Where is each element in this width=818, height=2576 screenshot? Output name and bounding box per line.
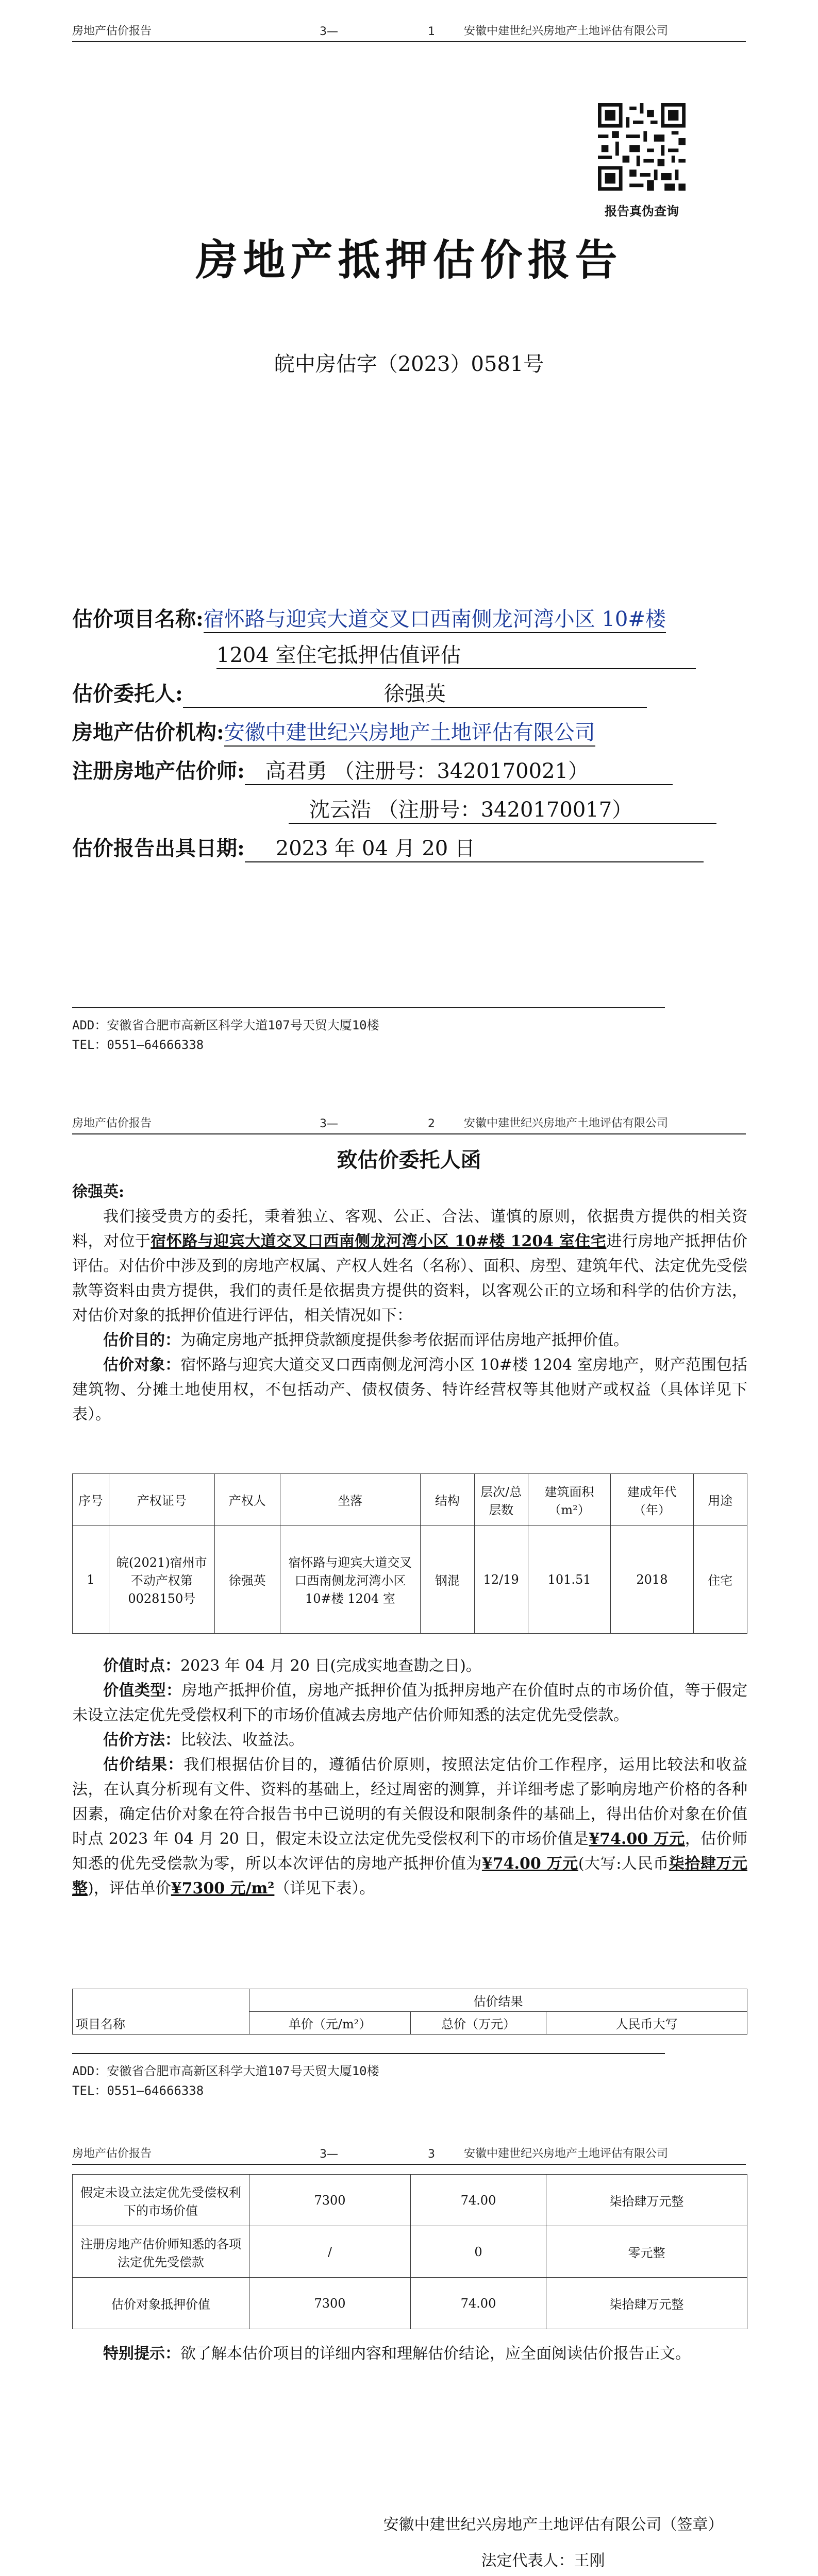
table-cell: 柒拾肆万元整 [546,2278,747,2329]
project-name-field [72,603,666,633]
result-upper-amount: 柒拾肆万元整 [72,1855,748,1897]
table-cell: 74.00 [411,2278,546,2329]
result-table [72,2174,747,2329]
result-text-b: ，估价师知悉的优先受偿款为零，所以本次评估的房地产抵押价值为 [72,1830,747,1873]
col-header: 结构 [421,1474,474,1526]
header-page-number: 3 [428,2148,435,2161]
qr-code-icon[interactable] [598,103,686,191]
table-cell: 钢混 [421,1526,474,1634]
col-header: 产权证号 [109,1474,214,1526]
result-text-d: )，评估单价 [88,1879,171,1897]
header-page-number: 2 [428,1117,435,1130]
table-cell: 零元整 [546,2226,747,2278]
letter-purpose [72,1328,747,1353]
appraiser-field [72,755,673,785]
project-name-line1: 宿怀路与迎宾大道交叉口西南侧龙河湾小区 10#楼 [204,603,666,633]
table-cell: 注册房地产估价师知悉的各项法定优先受偿款 [73,2226,249,2278]
project-name-line2: 1204 室住宅抵押估值评估 [216,639,696,669]
result-table-head [72,1989,747,2035]
header-page-number: 1 [428,25,435,38]
page-footer [72,2053,665,2100]
note-paragraph [72,2342,747,2366]
method-label: 估价方法： [103,1731,180,1749]
client-value: 徐强英 [183,677,647,708]
col-header: 产权人 [214,1474,280,1526]
table-row [73,2175,747,2226]
col-header: 估价结果 [249,1989,747,2012]
object-text: 宿怀路与迎宾大道交叉口西南侧龙河湾小区 10#楼 1204 室房地产，财产范围包括建筑物、分摊土地使用权，不包括动产、债权债务、特许经营权等其他财产或权益（具体详见下表）。 [72,1356,748,1423]
type-label: 价值类型： [103,1682,182,1700]
header-company: 安徽中建世纪兴房地产土地评估有限公司 [464,2147,669,2160]
result-text-a: 我们根据估价目的，遵循估价原则，按照法定估价工作程序，运用比较法和收益法，在认真分析现有文件、资料的基础上，经过周密的测算，并详细考虑了影响房地产价格的各种因素，确定估价对象在符合报告书中已说明的有关假设和限制条件的基础上，得出估价对象在价值时点 2023 年 04 月 20 日，假定未设立法定优先受偿权利下的市场价值是 [72,1756,748,1848]
appraiser-label: 注册房地产估价师: [72,759,245,783]
table-header-row [73,1474,747,1526]
note-text: 欲了解本估价项目的详细内容和理解估价结论，应全面阅读估价报告正文。 [180,2345,691,2363]
table-cell: 柒拾肆万元整 [546,2175,747,2226]
letter-object [72,1353,747,1427]
purpose-label: 估价目的： [103,1331,180,1349]
table-header-row [73,2012,747,2035]
header-dash: 3— [320,1117,338,1130]
header-dash: 3— [320,2148,338,2161]
result-text-c: (大写:人民币 [578,1855,669,1873]
note-label: 特别提示： [103,2345,180,2363]
table-cell: 0 [411,2226,546,2278]
time-text: 2023 年 04 月 20 日(完成实地查勘之日)。 [180,1657,481,1675]
col-header: 项目名称 [73,2012,249,2035]
table-cell: 7300 [249,2175,411,2226]
report-title: 房地产抵押估价报告 [195,235,623,285]
cover-page [0,0,818,1092]
header-title: 房地产估价报告 [72,1117,152,1130]
col-header: 总价（万元） [411,2012,546,2035]
table-cell: 假定未设立法定优先受偿权利下的市场价值 [73,2175,249,2226]
table-cell: / [249,2226,411,2278]
table-cell: 皖(2021)宿州市不动产权第0028150号 [109,1526,214,1634]
result-label: 估价结果： [103,1756,184,1774]
table-row [73,2226,747,2278]
footer-tel: TEL：0551—64666338 [72,1038,204,1052]
table-row [73,2278,747,2329]
appraiser-2: 沈云浩 （注册号：3420170017） [289,793,716,824]
page-header [72,2143,746,2165]
report-number: 皖中房估字（2023）0581号 [274,352,544,376]
col-header: 层次/总层数 [474,1474,528,1526]
table-row [73,1526,747,1634]
table-cell: 住宅 [693,1526,747,1634]
value-type [72,1679,747,1728]
project-name-label: 估价项目名称: [72,607,204,631]
table-cell: 7300 [249,2278,411,2329]
col-header [73,1989,249,2012]
table-cell: 徐强英 [214,1526,280,1634]
result-unit-price: ¥7300 元/m² [171,1879,275,1897]
table-cell: 1 [73,1526,109,1634]
header-dash: 3— [320,25,338,38]
footer-address: ADD：安徽省合肥市高新区科学大道107号天贸大厦10楼 [72,2064,379,2078]
col-header: 建筑面积（m²） [528,1474,610,1526]
table-header-row [73,1989,747,2012]
footer-address: ADD：安徽省合肥市高新区科学大道107号天贸大厦10楼 [72,1018,379,1032]
agency-value: 安徽中建世纪兴房地产土地评估有限公司 [224,716,595,747]
col-header: 序号 [73,1474,109,1526]
signature-company: 安徽中建世纪兴房地产土地评估有限公司（签章） [383,2516,724,2534]
time-label: 价值时点： [103,1657,180,1675]
letter-body-2 [72,1654,747,1901]
date-value: 2023 年 04 月 20 日 [245,832,704,862]
col-header: 用途 [693,1474,747,1526]
table-cell: 101.51 [528,1526,610,1634]
qr-label: 报告真伪查询 [605,204,679,218]
agency-field [72,716,595,747]
table-cell: 估价对象抵押价值 [73,2278,249,2329]
letter-intro [72,1205,747,1328]
project-name-field-cont [216,639,696,669]
result-text-e: （详见下表）。 [274,1879,375,1897]
page-header [72,21,746,42]
letter-salutation: 徐强英: [72,1183,125,1201]
intro-address: 宿怀路与迎宾大道交叉口西南侧龙河湾小区 10#楼 1204 室住宅 [151,1232,607,1250]
page-header [72,1113,746,1134]
client-label: 估价委托人: [72,682,183,706]
signature-representative: 法定代表人：王刚 [481,2552,605,2570]
date-label: 估价报告出具日期: [72,836,245,860]
property-table [72,1473,747,1634]
header-company: 安徽中建世纪兴房地产土地评估有限公司 [464,1117,669,1130]
value-method [72,1728,747,1753]
letter-title: 致估价委托人函 [337,1148,481,1172]
header-title: 房地产估价报告 [72,25,152,38]
footer-tel: TEL：0551—64666338 [72,2083,204,2098]
agency-label: 房地产估价机构: [72,720,224,744]
method-text: 比较法、收益法。 [180,1731,304,1749]
special-note [72,2342,747,2366]
type-text: 房地产抵押价值，房地产抵押价值为抵押房地产在价值时点的市场价值，等于假定未设立法定优先受偿权利下的市场价值减去房地产估价师知悉的法定优先受偿款。 [72,1682,747,1724]
value-time [72,1654,747,1679]
header-company: 安徽中建世纪兴房地产土地评估有限公司 [464,25,669,38]
intro-text-a: 我们接受贵方的委托，秉着独立、客观、公正、合法、谨慎的原则，依据贵方提供的相关资料，对位于 [72,1208,747,1250]
header-title: 房地产估价报告 [72,2147,152,2160]
intro-text-c: 进行房地产抵押估价评估。对估价中涉及到的房地产权属、产权人姓名（名称）、面积、房型、建筑年代、法定优先受偿款等资料由贵方提供，我们的责任是依据贵方提供的资料，以客观公正的立场和科学的估价方法，对估价对象的抵押价值进行评估，相关情况如下： [72,1232,748,1325]
result-mortgage-value: ¥74.00 万元 [481,1855,578,1873]
value-result [72,1753,747,1901]
col-header: 人民币大写 [546,2012,747,2035]
client-field [72,677,647,708]
col-header: 坐落 [280,1474,421,1526]
table-cell: 2018 [611,1526,693,1634]
table-cell: 宿怀路与迎宾大道交叉口西南侧龙河湾小区 10#楼 1204 室 [280,1526,421,1634]
col-header: 建成年代（年） [611,1474,693,1526]
purpose-text: 为确定房地产抵押贷款额度提供参考依据而评估房地产抵押价值。 [180,1331,629,1349]
object-label: 估价对象： [103,1356,181,1374]
date-field [72,832,704,862]
table-cell: 12/19 [474,1526,528,1634]
table-cell: 74.00 [411,2175,546,2226]
appraiser-field-2 [289,793,716,824]
result-market-value: ¥74.00 万元 [589,1830,685,1848]
letter-body [72,1180,747,1427]
appraiser-1: 高君勇 （注册号：3420170021） [245,755,673,785]
page-footer [72,1007,665,1055]
col-header: 单价（元/m²） [249,2012,411,2035]
